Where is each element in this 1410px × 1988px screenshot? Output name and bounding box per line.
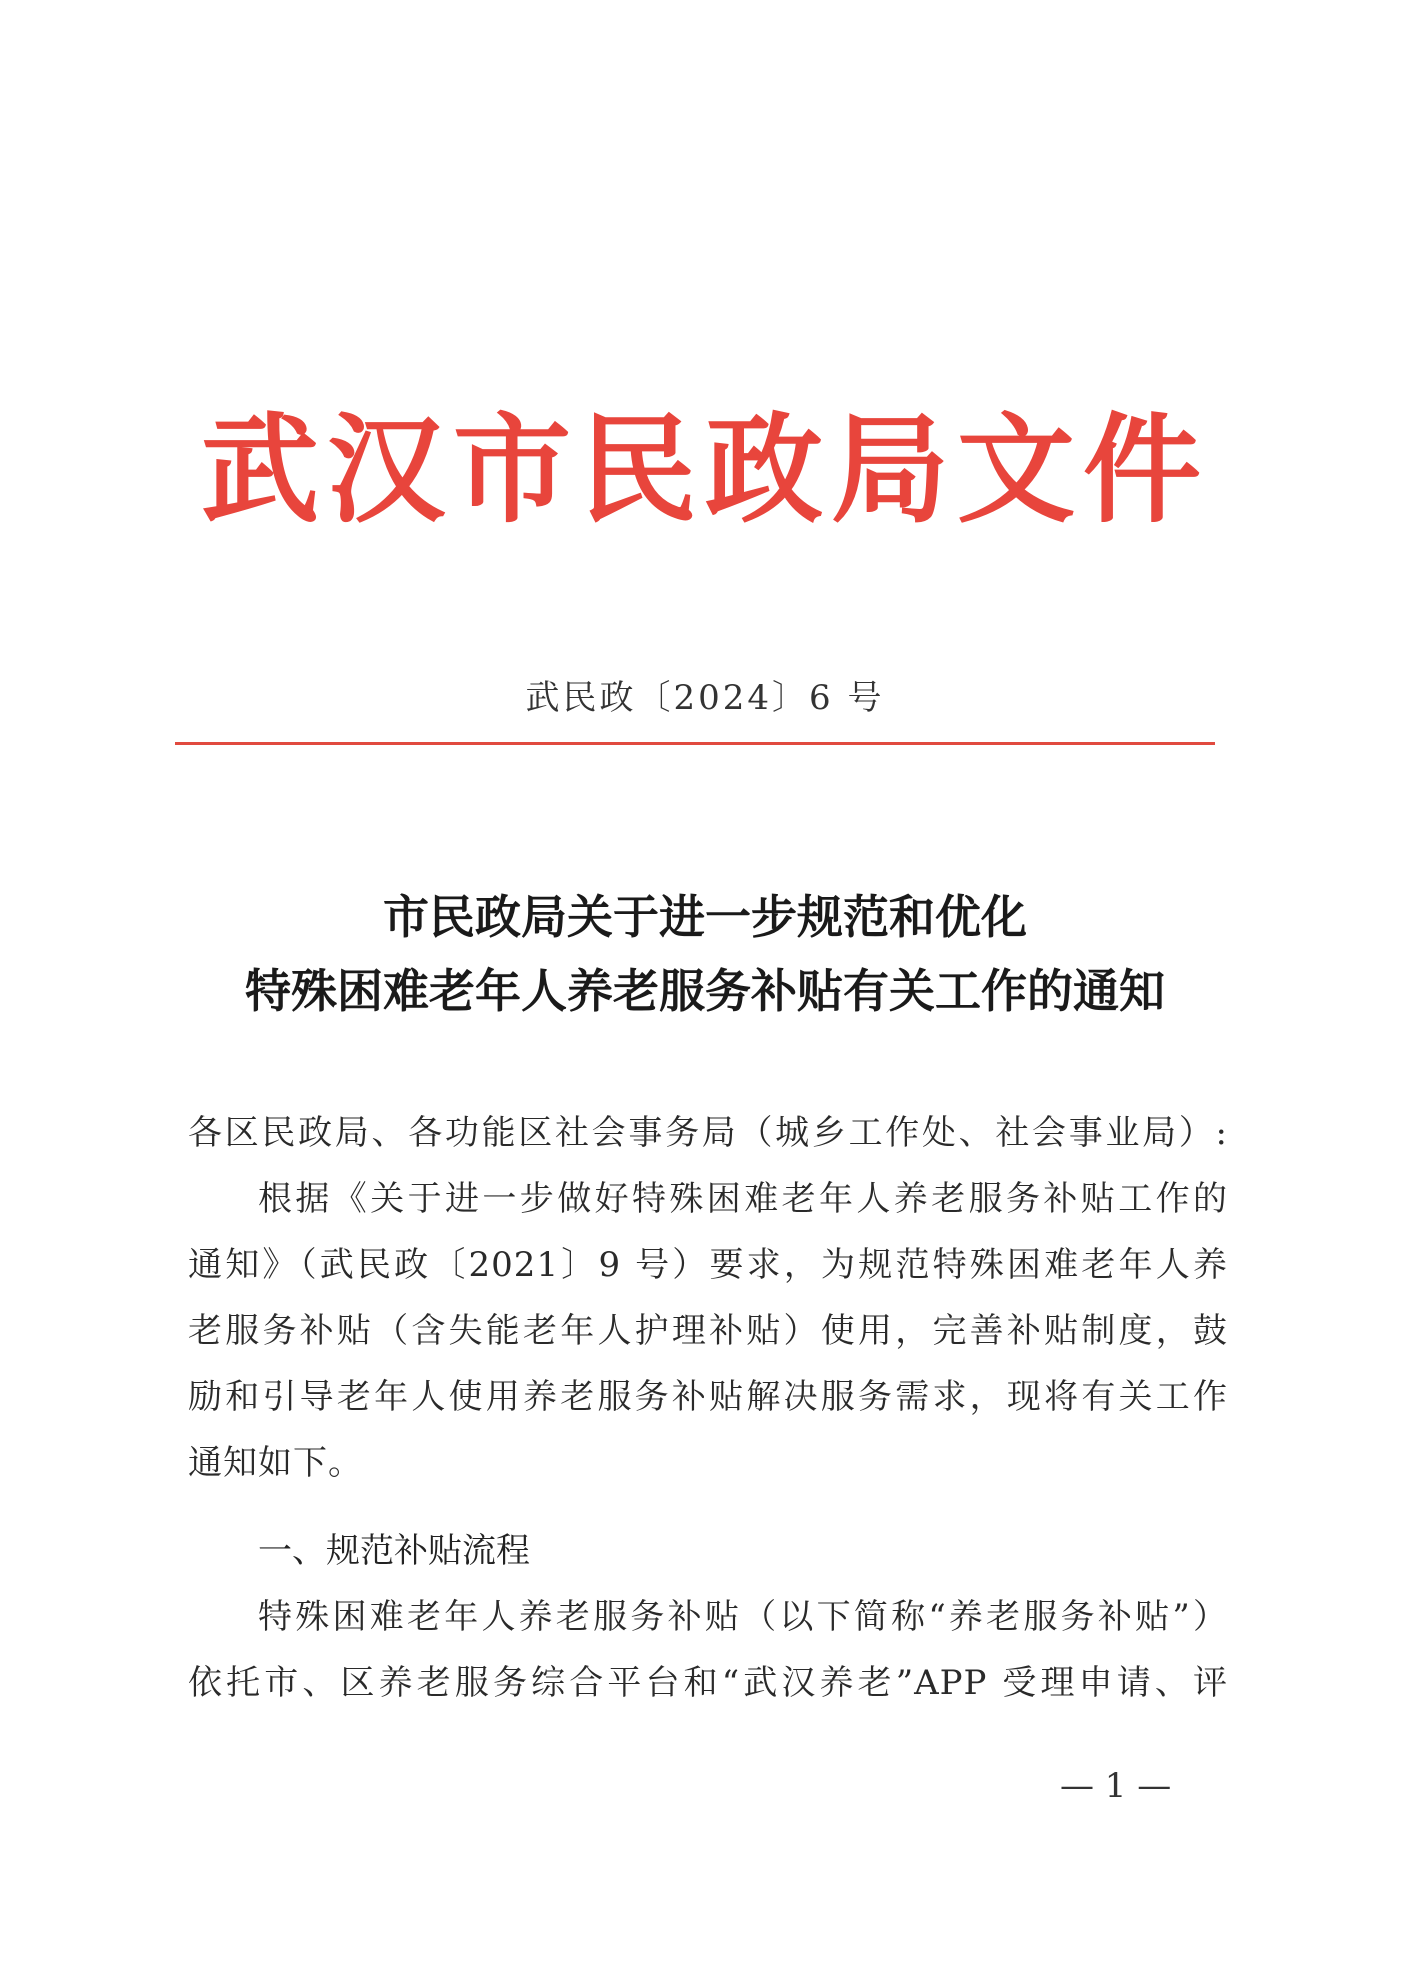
body-paragraph-block-1 — [188, 1100, 1228, 1496]
paragraph-line: 老服务补贴（含失能老年人护理补贴）使用，完善补贴制度，鼓 — [188, 1311, 1228, 1351]
notice-title — [0, 880, 1410, 1028]
paragraph-line: 依托市、区养老服务综合平台和“武汉养老”APP 受理申请、评 — [188, 1663, 1228, 1703]
red-divider-line — [175, 742, 1215, 745]
paragraph-line: 特殊困难老年人养老服务补贴（以下简称“养老服务补贴”） — [258, 1597, 1228, 1637]
paragraph-line: 励和引导老年人使用养老服务补贴解决服务需求，现将有关工作 — [188, 1377, 1228, 1417]
section-heading-1: 一、规范补贴流程 — [258, 1531, 530, 1571]
paragraph-line: 通知》（武民政〔2021〕9 号）要求，为规范特殊困难老年人养 — [188, 1245, 1228, 1285]
issuing-authority-title: 武汉市民政局文件 — [200, 401, 1209, 539]
notice-title-line-1: 市民政局关于进一步规范和优化 — [383, 890, 1027, 944]
document-number: 武民政〔2024〕6 号 — [525, 678, 885, 718]
page-number: — 1 — — [1060, 1766, 1172, 1806]
body-paragraph-block-2 — [188, 1584, 1228, 1716]
notice-title-line-2: 特殊困难老年人养老服务补贴有关工作的通知 — [245, 964, 1165, 1018]
paragraph-line: 根据《关于进一步做好特殊困难老年人养老服务补贴工作的 — [258, 1179, 1228, 1219]
paragraph-line: 通知如下。 — [188, 1443, 363, 1483]
addressee-line: 各区民政局、各功能区社会事务局（城乡工作处、社会事业局）: — [188, 1113, 1228, 1153]
